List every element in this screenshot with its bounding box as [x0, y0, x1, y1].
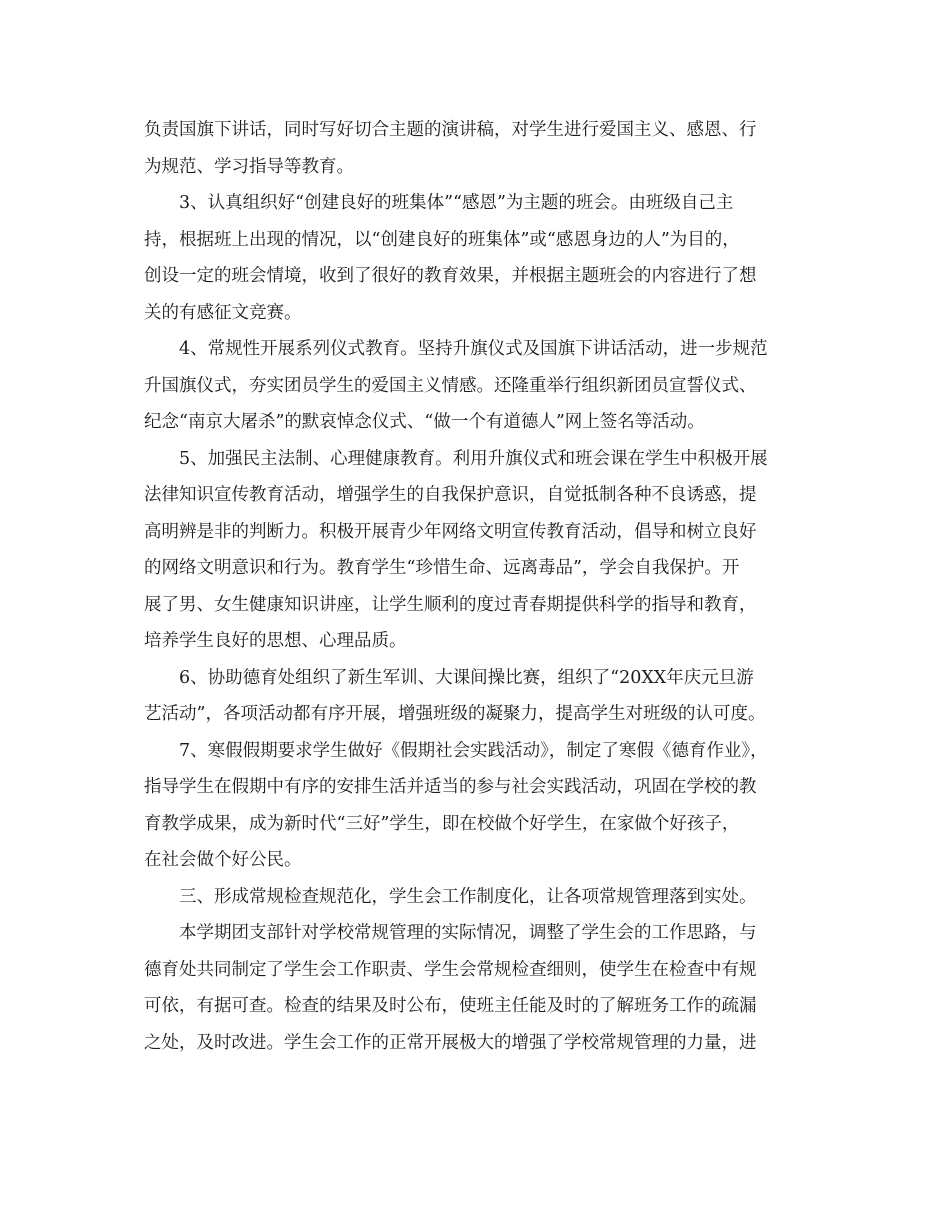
text-line: 指导学生在假期中有序的安排生活并适当的参与社会实践活动，巩固在学校的教 [144, 777, 757, 797]
text-line: 展了男、女生健康知识讲座，让学生顺利的度过青春期提供科学的指导和教育， [144, 594, 757, 615]
paragraph [144, 185, 816, 331]
text-line: 法律知识宣传教育活动，增强学生的自我保护意识，自觉抵制各种不良诱惑，提 [144, 485, 757, 505]
document-body [144, 112, 816, 1061]
text-line: 育教学成果，成为新时代“三好”学生，即在校做个好学生，在家做个好孩子， [144, 813, 740, 834]
text-line: 培养学生良好的思想、心理品质。 [144, 631, 407, 651]
text-line: 在社会做个好公民。 [144, 850, 302, 870]
text-line: 5、加强民主法制、心理健康教育。利用升旗仪式和班会课在学生中积极开展 [179, 448, 768, 469]
text-line: 本学期团支部针对学校常规管理的实际情况，调整了学生会的工作思路，与 [179, 923, 757, 943]
text-line: 纪念“南京大屠杀”的默哀悼念仪式、“做一个有道德人”网上签名等活动。 [144, 412, 705, 432]
text-line: 之处，及时改进。学生会工作的正常开展极大的增强了学校常规管理的力量，进 [144, 1032, 757, 1053]
text-line: 可依，有据可查。检查的结果及时公布，使班主任能及时的了解班务工作的疏漏 [144, 996, 757, 1016]
paragraph [144, 660, 816, 733]
paragraph [144, 441, 816, 660]
text-line: 创设一定的班会情境，收到了很好的教育效果，并根据主题班会的内容进行了想 [144, 266, 757, 286]
paragraph [144, 915, 816, 1061]
text-line: 4、常规性开展系列仪式教育。坚持升旗仪式及国旗下讲话活动，进一步规范 [179, 339, 768, 359]
paragraph [144, 879, 816, 916]
text-line: 负责国旗下讲话，同时写好切合主题的演讲稿，对学生进行爱国主义、感恩、行 [144, 120, 757, 140]
text-line: 的网络文明意识和行为。教育学生“珍惜生命、远离毒品”，学会自我保护。开 [144, 558, 740, 578]
paragraph [144, 331, 816, 441]
paragraph [144, 733, 816, 879]
paragraph [144, 112, 816, 185]
text-line: 艺活动”，各项活动都有序开展，增强班级的凝聚力，提高学生对班级的认可度。 [144, 704, 766, 724]
text-line: 德育处共同制定了学生会工作职责、学生会常规检查细则，使学生在检查中有规 [144, 959, 757, 980]
text-line: 持，根据班上出现的情况，以“创建良好的班集体”或“感恩身边的人”为目的， [144, 229, 740, 250]
text-line: 为规范、学习指导等教育。 [144, 156, 354, 177]
text-line: 7、寒假假期要求学生做好《假期社会实践活动》，制定了寒假《德育作业》， [179, 740, 768, 761]
text-line: 高明辨是非的判断力。积极开展青少年网络文明宣传教育活动，倡导和树立良好 [144, 521, 757, 542]
text-line: 6、协助德育处组织了新生军训、大课间操比赛，组织了“20XX年庆元旦游 [179, 667, 754, 688]
text-line: 三、形成常规检查规范化，学生会工作制度化，让各项常规管理落到实处。 [179, 886, 757, 907]
text-line: 3、认真组织好“创建良好的班集体”“感恩”为主题的班会。由班级自己主 [179, 193, 734, 213]
text-line: 关的有感征文竞赛。 [144, 302, 302, 323]
text-line: 升国旗仪式，夯实团员学生的爱国主义情感。还隆重举行组织新团员宣誓仪式、 [144, 375, 757, 396]
